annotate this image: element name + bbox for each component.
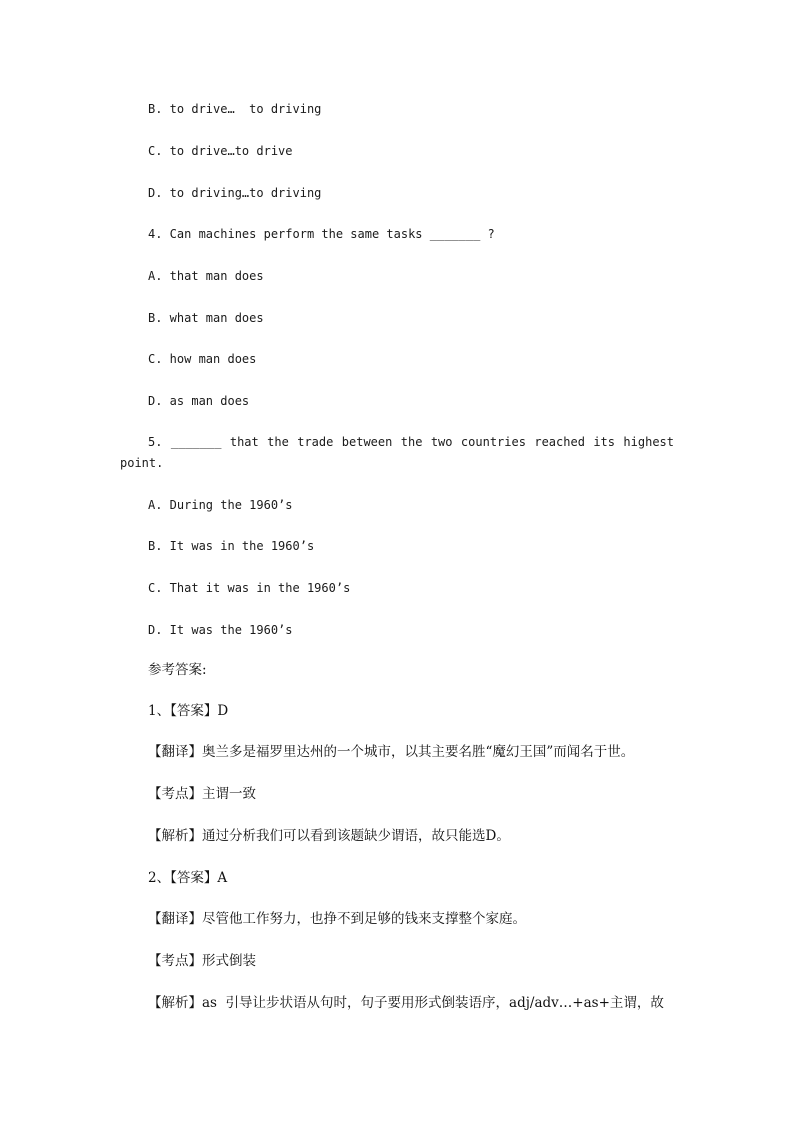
q5-option-a: A. During the 1960’s (148, 498, 293, 512)
q5-option-b: B. It was in the 1960’s (148, 539, 315, 553)
answer-1-translation: 【翻译】奥兰多是福罗里达州的一个城市，以其主要名胜“魔幻王国”而闻名于世。 (148, 744, 635, 760)
q5-stem-line1: 5. _______ that the trade between the two countries reached its highest (148, 435, 674, 449)
q4-stem: 4. Can machines perform the same tasks _______ ? (148, 227, 495, 241)
q3-option-b: B. to drive… to driving (148, 102, 322, 116)
q4-option-a: A. that man does (148, 269, 264, 283)
answer-1-point: 【考点】主谓一致 (148, 786, 256, 802)
answer-2-point: 【考点】形式倒装 (148, 953, 256, 969)
q4-option-c: C. how man does (148, 352, 257, 366)
q5-option-c: C. That it was in the 1960’s (148, 581, 351, 595)
answer-1-analysis: 【解析】通过分析我们可以看到该题缺少谓语，故只能选D。 (148, 828, 510, 844)
q5-stem-line2: point. (120, 456, 164, 470)
answer-2-translation: 【翻译】尽管他工作努力，也挣不到足够的钱来支撑整个家庭。 (148, 911, 526, 927)
q4-option-d: D. as man does (148, 394, 250, 408)
q3-option-c: C. to drive…to drive (148, 144, 293, 158)
answer-2-analysis: 【解析】as 引导让步状语从句时，句子要用形式倒装语序，adj/adv…+as+主谓，故 (148, 995, 664, 1011)
q3-option-d: D. to driving…to driving (148, 186, 322, 200)
answers-heading: 参考答案: (148, 662, 207, 678)
answer-1-label: 1、【答案】D (148, 703, 229, 719)
q4-option-b: B. what man does (148, 311, 264, 325)
q5-option-d: D. It was the 1960’s (148, 623, 293, 637)
answer-2-label: 2、【答案】A (148, 870, 228, 886)
